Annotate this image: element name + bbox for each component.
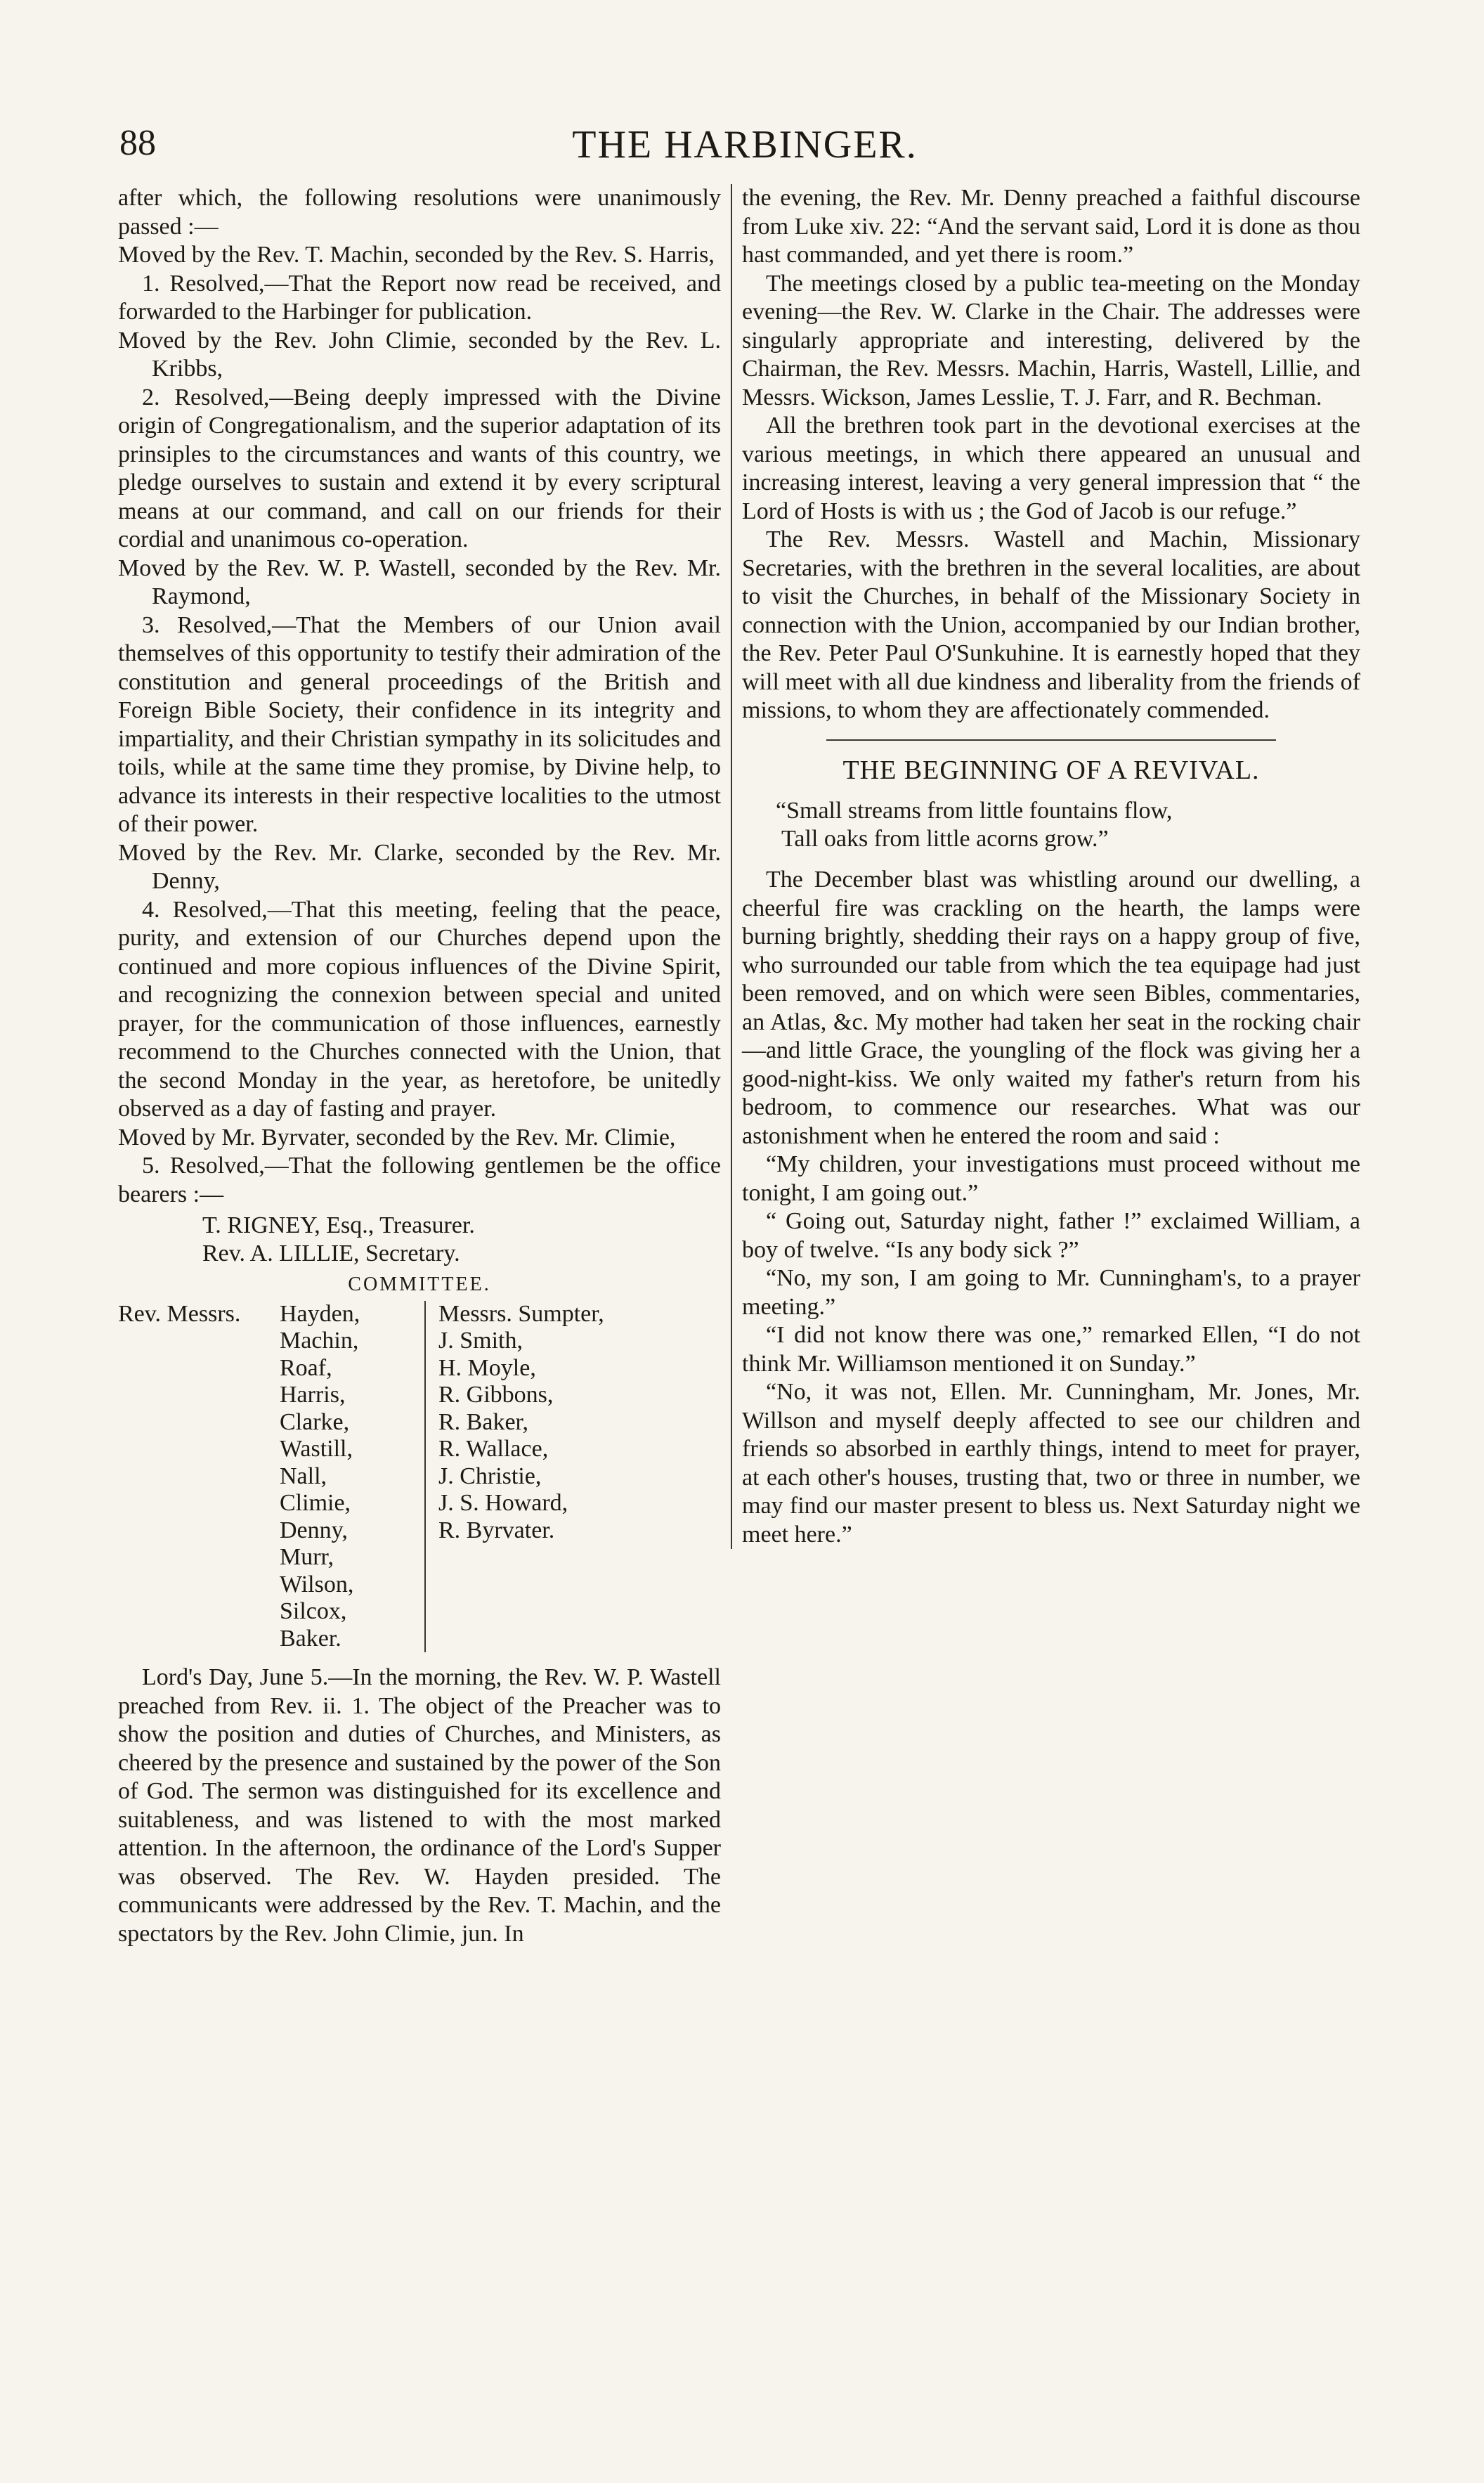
list-item: Roaf, xyxy=(280,1354,332,1381)
resolution-5: 5. Resolved,—That the following gentlemen be the office bearers :— xyxy=(118,1153,721,1207)
committee-column-1 xyxy=(280,1301,426,1653)
page-header xyxy=(119,118,1370,174)
moved-line-2: Moved by the Rev. John Climie, seconded by the Rev. L. Kribbs, xyxy=(118,327,721,382)
list-item: Silcox, xyxy=(280,1598,347,1624)
page-number: 88 xyxy=(119,123,156,163)
list-item: Hayden, xyxy=(280,1300,360,1327)
list-item: H. Moyle, xyxy=(438,1354,536,1381)
right-column xyxy=(731,184,1360,1549)
section-divider xyxy=(826,739,1276,741)
committee-list xyxy=(118,1301,721,1653)
committee-heading: COMMITTEE. xyxy=(348,1273,491,1295)
dialogue-children: “My children, your investigations must proceed without me tonight, I am going out.” xyxy=(742,1151,1360,1206)
tea-meeting-paragraph: The meetings closed by a public tea-meeting on the Monday evening—the Rev. W. Clarke in the Chair. The addresses were singularly appropriate and interesting, delivered by the Chairman, the Rev. Messrs. Machin, Harris, Wastell, Lillie, and Messrs. Wickson, James Lesslie, T. J. Farr, and R. Bechman. xyxy=(742,270,1360,410)
dialogue-going-out: “ Going out, Saturday night, father !” exclaimed William, a boy of twelve. “Is any body sick ?” xyxy=(742,1208,1360,1263)
missions-paragraph: The Rev. Messrs. Wastell and Machin, Missionary Secretaries, with the brethren in the several localities, are about to visit the Churches, in behalf of the Missionary Society in connection with the Union, accompanied by our Indian brother, the Rev. Peter Paul O'Sunkuhine. It is earnestly hoped that they will meet with all due kindness and liberality from the friends of missions, to whom they are affectionately commended. xyxy=(742,526,1360,723)
resolution-4: 4. Resolved,—That this meeting, feeling that the peace, purity, and extension of our Churches depend upon the continued and more copious influences of the Divine Spirit, and recognizing the connexion between special and united prayer, for the communication of those influences, earnestly recommend to the Churches connected with the Union, that the second Monday in the year, as heretofore, be unitedly observed as a day of fasting and prayer. xyxy=(118,896,721,1122)
moved-line-1: Moved by the Rev. T. Machin, seconded by the Rev. S. Harris, xyxy=(118,242,715,268)
list-item: R. Byrvater. xyxy=(438,1517,555,1543)
dialogue-not-ellen: “No, it was not, Ellen. Mr. Cunningham, Mr. Jones, Mr. Willson and myself deeply affected to see our children and friends so absorbed in earthly things, intend to meet for prayer, at each other's houses, trusting that, two or three in number, we may find our master present to bless us. Next Saturday night we meet here.” xyxy=(742,1379,1360,1548)
list-item: Nall, xyxy=(280,1463,327,1489)
running-title: THE HARBINGER. xyxy=(572,123,918,167)
list-item: J. S. Howard, xyxy=(438,1490,568,1516)
continued-paragraph: the evening, the Rev. Mr. Denny preached a faithful discourse from Luke xiv. 22: “And the servant said, Lord it is done as thou hast commanded, and yet there is room.” xyxy=(742,185,1360,268)
list-item: J. Christie, xyxy=(438,1463,542,1489)
epigraph-line-1: “Small streams from little fountains flow, xyxy=(776,798,1173,824)
resolution-3: 3. Resolved,—That the Members of our Union avail themselves of this opportunity to testify their admiration of the constitution and general proceedings of the British and Foreign Bible Society, their confidence in its integrity and impartiality, and their Christian sympathy in its solicitudes and toils, while at the same time they promise, by Divine help, to advance its interests in their respective localities to the utmost of their power. xyxy=(118,611,721,837)
list-item: Murr, xyxy=(280,1544,334,1570)
list-item: Clarke, xyxy=(280,1408,350,1435)
december-paragraph: The December blast was whistling around our dwelling, a cheerful fire was crackling on the hearth, the lamps were burning brightly, shedding their rays on a happy group of five, who surrounded our table from which the tea equipage had just been removed, and on which were seen Bibles, commentaries, an Atlas, &c. My mother had taken her seat in the rocking chair—and little Grace, the youngling of the flock was giving her a good-night-kiss. We only waited my father's return from his bedroom, to commence our researches. What was our astonishment when he entered the room and said : xyxy=(742,867,1360,1149)
office-bearers xyxy=(202,1212,721,1268)
moved-line-3: Moved by the Rev. W. P. Wastell, seconded by the Rev. Mr. Raymond, xyxy=(118,555,721,609)
moved-line-5: Moved by Mr. Byrvater, seconded by the Rev. Mr. Climie, xyxy=(118,1124,676,1150)
list-item: Wilson, xyxy=(280,1571,354,1597)
list-item: Climie, xyxy=(280,1490,351,1516)
dialogue-ellen: “I did not know there was one,” remarked Ellen, “I do not think Mr. Williamson mentioned it on Sunday.” xyxy=(742,1322,1360,1377)
treasurer-line: T. RIGNEY, Esq., Treasurer. xyxy=(202,1212,475,1238)
list-item: Messrs. Sumpter, xyxy=(438,1300,604,1327)
lords-day-paragraph: Lord's Day, June 5.—In the morning, the Rev. W. P. Wastell preached from Rev. ii. 1. The object of the Preacher was to show the position and duties of Churches, and Ministers, as cheered by the presence and sustained by the power of the Son of God. The sermon was distinguished for its excellence and suitableness, and was listened to with the most marked attention. In the afternoon, the ordinance of the Lord's Supper was observed. The Rev. W. Hayden presided. The communicants were addressed by the Rev. T. Machin, and the spectators by the Rev. John Climie, jun. In xyxy=(118,1664,721,1947)
committee-column-2 xyxy=(426,1301,604,1653)
epigraph xyxy=(776,797,1360,853)
list-item: R. Baker, xyxy=(438,1408,528,1435)
list-item: Baker. xyxy=(280,1625,341,1652)
list-item: J. Smith, xyxy=(438,1328,523,1354)
article-title: THE BEGINNING OF A REVIVAL. xyxy=(842,755,1260,785)
dialogue-no-son: “No, my son, I am going to Mr. Cunningham's, to a prayer meeting.” xyxy=(742,1265,1360,1320)
list-item: Machin, xyxy=(280,1328,359,1354)
committee-prefix: Rev. Messrs. xyxy=(118,1300,241,1327)
intro-paragraph: after which, the following resolutions were unanimously passed :— xyxy=(118,185,721,240)
epigraph-line-2: Tall oaks from little acorns grow.” xyxy=(781,826,1109,852)
moved-line-4: Moved by the Rev. Mr. Clarke, seconded by the Rev. Mr. Denny, xyxy=(118,839,721,894)
resolution-2: 2. Resolved,—Being deeply impressed with the Divine origin of Congregationalism, and the superior adaptation of its prinsiples to the circumstances and wants of this country, we pledge ourselves to sustain and extend it by every scriptural means at our command, and call on our friends for their cordial and unanimous co-operation. xyxy=(118,384,721,552)
brethren-paragraph: All the brethren took part in the devotional exercises at the various meetings, in which there appeared an unusual and increasing interest, leaving a very general impression that “ the Lord of Hosts is with us ; the God of Jacob is our refuge.” xyxy=(742,413,1360,524)
secretary-line: Rev. A. LILLIE, Secretary. xyxy=(202,1240,460,1266)
resolution-1: 1. Resolved,—That the Report now read be received, and forwarded to the Harbinger for publication. xyxy=(118,270,721,325)
list-item: Harris, xyxy=(280,1382,346,1408)
list-item: R. Wallace, xyxy=(438,1436,549,1462)
list-item: Wastill, xyxy=(280,1436,353,1462)
list-item: R. Gibbons, xyxy=(438,1382,554,1408)
left-column xyxy=(118,184,721,1948)
list-item: Denny, xyxy=(280,1517,348,1543)
